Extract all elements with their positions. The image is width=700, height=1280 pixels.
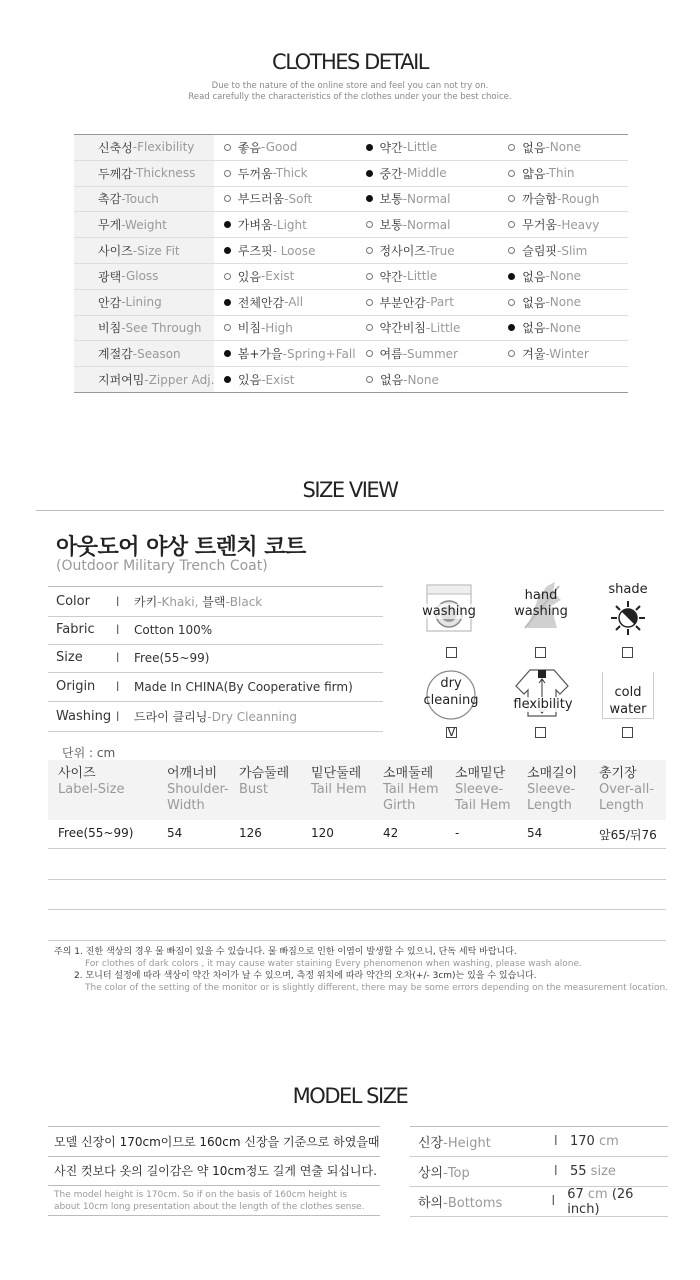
note-1-en: For clothes of dark colors , it may cause water staining Every phenomenon when washing, please wash alone. [85, 959, 582, 969]
model-measure-separator: l [554, 1164, 558, 1179]
size-value-cell: 54 [167, 826, 183, 840]
info-key: Washing [56, 709, 112, 724]
detail-option: 무거움 -Heavy [508, 212, 628, 237]
size-column-header: 소매둘레 Tail Hem Girth [383, 766, 439, 813]
size-value-cell: 54 [527, 826, 543, 840]
note-2-en: The color of the setting of the monitor or is slightly different, there may be some errors depending on the measurement location. [85, 983, 669, 993]
info-value: Free(55~99) [134, 650, 210, 665]
detail-row [74, 290, 628, 316]
detail-option: 봄+가을 -Spring+Fall [214, 341, 366, 366]
detail-option: 없음 -None [508, 316, 628, 341]
dry-cleaning-label: dry cleaning [423, 676, 479, 708]
detail-row-label: 계절감 -Season [74, 341, 214, 366]
product-info-row [48, 615, 383, 645]
detail-option: 있음 -Exist [214, 367, 366, 392]
note-1: 주의 1. 진한 색상의 경우 물 빠짐이 있을 수 있습니다. 물 빠짐으로 인한 이염이 발생할 수 있으니, 단독 세탁 바랍니다. [54, 947, 517, 957]
selected-dot-icon [224, 350, 231, 357]
detail-row [74, 187, 628, 213]
size-value-cell: 앞65/뒤76 [599, 828, 657, 842]
empty-dot-icon [366, 350, 373, 357]
empty-dot-icon [508, 247, 515, 254]
empty-dot-icon [366, 299, 373, 306]
clothes-detail-subtitle-1: Due to the nature of the online store and feel you can not try on. [211, 81, 489, 91]
clothes-detail-table [74, 134, 628, 393]
table-row-divider [48, 848, 666, 849]
info-value: Cotton 100% [134, 622, 213, 637]
detail-row [74, 238, 628, 264]
detail-option: 약간 -Little [366, 264, 509, 289]
detail-option: 보통 -Normal [366, 212, 509, 237]
detail-row [74, 264, 628, 290]
detail-option: 슬림핏 -Slim [508, 238, 628, 263]
detail-option: 비침 -High [214, 316, 366, 341]
detail-option: 약간비침 -Little [366, 316, 509, 341]
empty-dot-icon [224, 170, 231, 177]
cold-water-checkbox[interactable] [622, 727, 633, 738]
size-column-header: 소매밑단 Sleeve- Tail Hem [455, 766, 511, 813]
detail-row-label: 광택 -Gloss [74, 264, 214, 289]
selected-dot-icon [366, 170, 373, 177]
flexibility-checkbox[interactable] [535, 727, 546, 738]
product-info-row [48, 587, 383, 617]
empty-dot-icon [224, 324, 231, 331]
note-2: 2. 모니터 설정에 따라 색상이 약간 차이가 날 수 있으며, 측정 위치에 따라 약간의 오차(+/- 3cm)는 있을 수 있습니다. [74, 971, 537, 981]
shade-label: shade [608, 582, 648, 597]
shade-checkbox[interactable] [622, 647, 633, 658]
detail-option: 없음 -None [366, 367, 509, 392]
empty-dot-icon [366, 247, 373, 254]
detail-option: 없음 -None [508, 264, 628, 289]
size-value-cell: 126 [239, 826, 262, 840]
product-info-row [48, 672, 383, 702]
detail-row [74, 341, 628, 367]
detail-option: 여름 -Summer [366, 341, 509, 366]
model-measure-value: 170 cm [570, 1134, 619, 1149]
detail-row-label: 두께감 -Thickness [74, 161, 214, 186]
empty-dot-icon [366, 376, 373, 383]
detail-option: 부분안감 -Part [366, 290, 509, 315]
detail-option: 두꺼움 -Thick [214, 161, 366, 186]
dry-cleaning-checkbox[interactable]: V [447, 725, 456, 739]
detail-row-label: 사이즈 -Size Fit [74, 238, 214, 263]
model-measure-row [410, 1157, 668, 1187]
flexibility-label: flexibility [508, 697, 578, 712]
hand-washing-label: hand washing [514, 588, 568, 619]
empty-dot-icon [508, 221, 515, 228]
detail-row-label: 비침 -See Through [74, 316, 214, 341]
detail-row-label: 안감 -Lining [74, 290, 214, 315]
product-name-en: (Outdoor Military Trench Coat) [56, 558, 268, 574]
selected-dot-icon [366, 144, 373, 151]
detail-row [74, 135, 628, 161]
selected-dot-icon [224, 221, 231, 228]
empty-dot-icon [224, 195, 231, 202]
product-name: 아웃도어 야상 트렌치 코트 [56, 535, 306, 560]
size-column-header: 어깨너비 Shoulder- Width [167, 766, 229, 813]
info-key: Fabric [56, 622, 95, 637]
detail-option: 가벼움 -Light [214, 212, 366, 237]
selected-dot-icon [224, 299, 231, 306]
model-measure-label: 상의-Top [418, 1166, 470, 1181]
model-measure-value: 67 cm (26 inch) [567, 1186, 634, 1217]
empty-dot-icon [508, 144, 515, 151]
detail-row [74, 316, 628, 342]
selected-dot-icon [508, 324, 515, 331]
model-note-1: 모델 신장이 170cm이므로 160cm 신장을 기준으로 하였을때 [48, 1126, 380, 1157]
model-measure-row [410, 1127, 668, 1157]
unit-label: 단위 : cm [62, 746, 116, 760]
model-note-2: 사진 컷보다 옷의 길이감은 약 10cm정도 길게 연출 되십니다. [48, 1157, 380, 1186]
size-column-header: 총기장 Over-all- Length [599, 766, 655, 813]
info-key: Size [56, 650, 83, 665]
detail-option: 부드러움 -Soft [214, 187, 366, 212]
info-separator: l [116, 594, 120, 609]
size-column-header: 사이즈 Label-Size [58, 766, 125, 797]
empty-dot-icon [508, 350, 515, 357]
selected-dot-icon [508, 273, 515, 280]
info-value: Made In CHINA(By Cooperative firm) [134, 679, 353, 694]
sun-shade-icon [610, 600, 646, 636]
detail-option: 까슬함 -Rough [508, 187, 628, 212]
size-column-header: 소매길이 Sleeve- Length [527, 766, 578, 813]
model-size-title: MODEL SIZE [292, 1084, 408, 1108]
product-info-row [48, 643, 383, 673]
clothes-detail-title: CLOTHES DETAIL [272, 50, 428, 74]
info-separator: l [116, 709, 120, 724]
empty-dot-icon [366, 221, 373, 228]
model-measure-label: 하의-Bottoms [418, 1196, 503, 1211]
info-key: Color [56, 594, 90, 609]
detail-option: 없음 -None [508, 290, 628, 315]
detail-row-label: 지퍼여밈 -Zipper Adj. [74, 367, 214, 392]
table-row-divider [48, 909, 666, 910]
washing-label: washing [418, 604, 480, 619]
detail-option: 좋음 -Good [214, 135, 366, 160]
table-row-divider [48, 940, 666, 941]
detail-option: 없음 -None [508, 135, 628, 160]
detail-option: 얇음 -Thin [508, 161, 628, 186]
detail-row [74, 161, 628, 187]
empty-dot-icon [224, 273, 231, 280]
product-info-row [48, 702, 383, 732]
info-separator: l [116, 650, 120, 665]
size-column-header: 가슴둘레 Bust [239, 766, 290, 797]
selected-dot-icon [224, 376, 231, 383]
selected-dot-icon [366, 195, 373, 202]
size-value-cell: 120 [311, 826, 334, 840]
detail-row [74, 367, 628, 393]
info-value: 드라이 클리닝-Dry Cleanning [134, 710, 298, 724]
size-value-cell: - [455, 826, 460, 840]
empty-dot-icon [366, 324, 373, 331]
model-measure-separator: l [554, 1134, 558, 1149]
empty-dot-icon [508, 170, 515, 177]
info-key: Origin [56, 679, 96, 694]
table-row-divider [48, 879, 666, 880]
detail-option: 보통 -Normal [366, 187, 509, 212]
detail-option: 약간 -Little [366, 135, 509, 160]
empty-dot-icon [366, 273, 373, 280]
hand-washing-checkbox[interactable] [535, 647, 546, 658]
detail-option: 중간 -Middle [366, 161, 509, 186]
model-measure-separator: l [551, 1194, 556, 1209]
cold-water-label: cold water [609, 685, 647, 717]
detail-row-label: 촉감 -Touch [74, 187, 214, 212]
size-value-cell: 42 [383, 826, 399, 840]
detail-option: 있음 -Exist [214, 264, 366, 289]
model-measure-label: 신장-Height [418, 1136, 491, 1151]
info-separator: l [116, 622, 120, 637]
detail-row [74, 212, 628, 238]
selected-dot-icon [224, 247, 231, 254]
detail-option: 겨울 -Winter [508, 341, 628, 366]
size-view-title: SIZE VIEW [302, 478, 398, 502]
detail-option: 루즈핏 - Loose [214, 238, 366, 263]
detail-option: 정사이즈 -True [366, 238, 509, 263]
model-measure-value: 55 size [570, 1164, 616, 1179]
detail-row-label: 무게 -Weight [74, 212, 214, 237]
washing-checkbox[interactable] [446, 647, 457, 658]
model-note-3: The model height is 170cm. So if on the basis of 160cm height is about 10cm long presentation about the length of the clothes sense. [48, 1186, 380, 1216]
size-value-cell: Free(55~99) [58, 826, 134, 840]
size-column-header: 밑단둘레 Tail Hem [311, 766, 367, 797]
empty-dot-icon [224, 144, 231, 151]
info-value: 카키-Khaki, 블랙-Black [134, 595, 263, 609]
info-separator: l [116, 679, 120, 694]
detail-option: 전체안감 -All [214, 290, 366, 315]
divider [36, 510, 664, 511]
empty-dot-icon [508, 195, 515, 202]
model-measure-row [410, 1187, 668, 1217]
detail-row-label: 신축성 -Flexibility [74, 135, 214, 160]
empty-dot-icon [508, 299, 515, 306]
clothes-detail-subtitle-2: Read carefully the characteristics of the clothes under your the best choice. [188, 92, 512, 102]
